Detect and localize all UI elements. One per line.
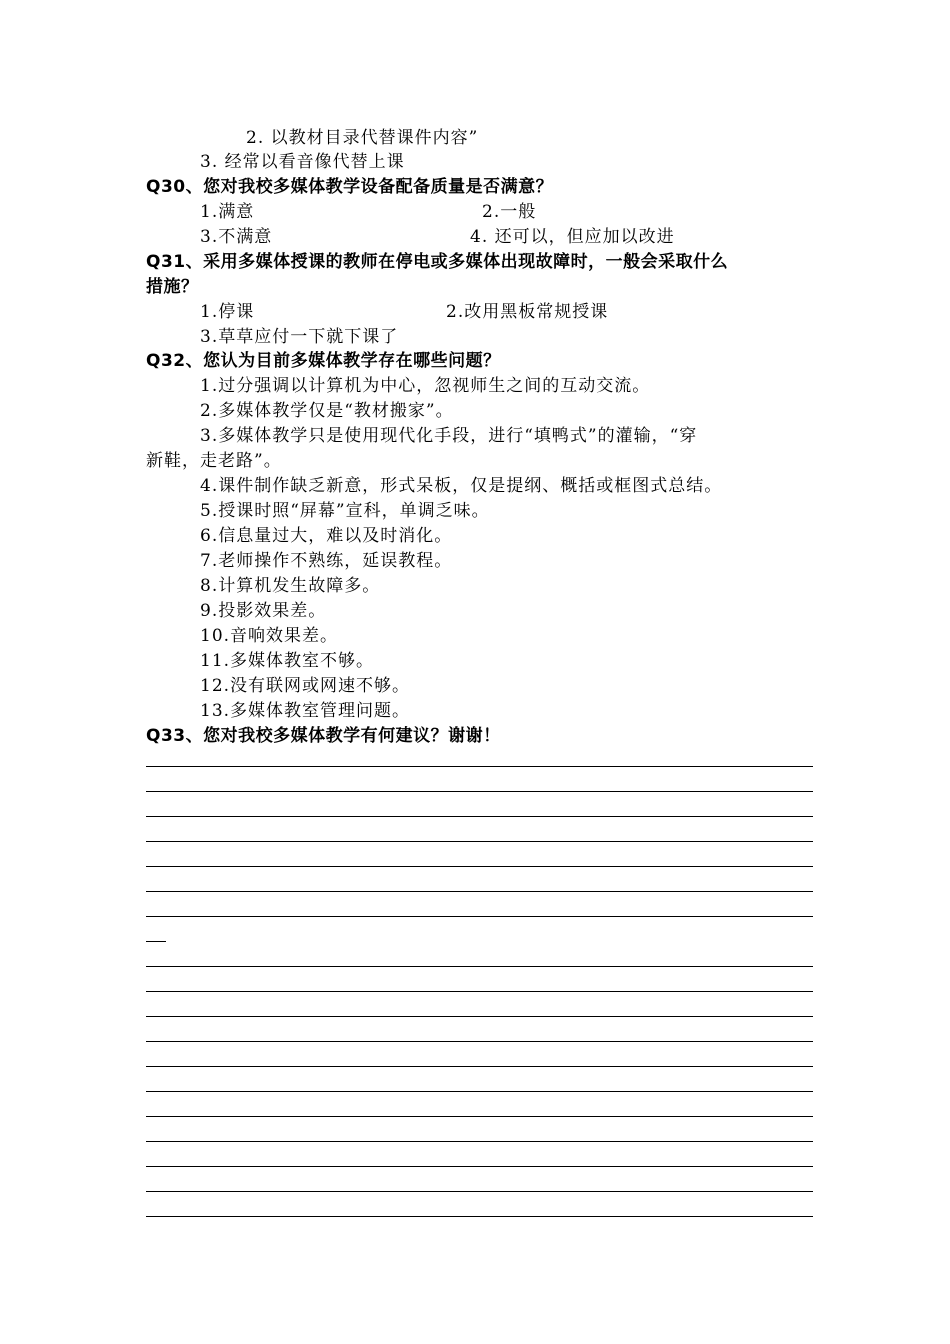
answer-line[interactable] bbox=[146, 791, 813, 792]
q32-item-9: 9.投影效果差。 bbox=[200, 601, 327, 621]
q30-option-4: 4. 还可以，但应加以改进 bbox=[470, 227, 675, 247]
q30-option-1: 1.满意 bbox=[200, 202, 255, 222]
answer-line[interactable] bbox=[146, 1216, 813, 1217]
q30-option-2: 2.一般 bbox=[482, 202, 537, 222]
q32-title: Q32、您认为目前多媒体教学存在哪些问题？ bbox=[146, 351, 501, 371]
q32-item-5: 5.授课时照“屏幕”宣科，单调乏味。 bbox=[200, 501, 490, 521]
answer-line[interactable] bbox=[146, 966, 813, 967]
answer-line[interactable] bbox=[146, 1041, 813, 1042]
answer-line[interactable] bbox=[146, 841, 813, 842]
q32-item-11: 11.多媒体教室不够。 bbox=[200, 651, 375, 671]
q32-item-6: 6.信息量过大，难以及时消化。 bbox=[200, 526, 453, 546]
answer-line[interactable] bbox=[146, 766, 813, 767]
q32-item-1: 1.过分强调以计算机为中心，忽视师生之间的互动交流。 bbox=[200, 376, 651, 396]
answer-line[interactable] bbox=[146, 1116, 813, 1117]
q29-option-3: 3. 经常以看音像代替上课 bbox=[200, 152, 405, 172]
answer-line[interactable] bbox=[146, 1066, 813, 1067]
q32-item-3: 3.多媒体教学只是使用现代化手段，进行“填鸭式”的灌输，“穿 bbox=[200, 426, 698, 446]
q32-item-7: 7.老师操作不熟练，延误教程。 bbox=[200, 551, 453, 571]
q31-title-line-1: Q31、采用多媒体授课的教师在停电或多媒体出现故障时，一般会采取什么 bbox=[146, 252, 729, 272]
answer-line-short[interactable] bbox=[146, 941, 166, 942]
q31-title-line-2: 措施？ bbox=[146, 277, 199, 297]
q30-title: Q30、您对我校多媒体教学设备配备质量是否满意？ bbox=[146, 177, 554, 197]
q30-option-3: 3.不满意 bbox=[200, 227, 273, 247]
answer-line[interactable] bbox=[146, 1191, 813, 1192]
q31-option-2: 2.改用黑板常规授课 bbox=[446, 302, 609, 322]
answer-line[interactable] bbox=[146, 916, 813, 917]
answer-line[interactable] bbox=[146, 991, 813, 992]
answer-line[interactable] bbox=[146, 1016, 813, 1017]
q32-item-13: 13.多媒体教室管理问题。 bbox=[200, 701, 411, 721]
q31-option-1: 1.停课 bbox=[200, 302, 255, 322]
q32-item-2: 2.多媒体教学仅是“教材搬家”。 bbox=[200, 401, 454, 421]
answer-line[interactable] bbox=[146, 1091, 813, 1092]
q32-item-10: 10.音响效果差。 bbox=[200, 626, 339, 646]
q32-item-8: 8.计算机发生故障多。 bbox=[200, 576, 381, 596]
answer-line[interactable] bbox=[146, 1166, 813, 1167]
answer-line[interactable] bbox=[146, 1141, 813, 1142]
answer-line[interactable] bbox=[146, 866, 813, 867]
q33-title: Q33、您对我校多媒体教学有何建议？谢谢！ bbox=[146, 726, 501, 746]
q29-option-2: 2. 以教材目录代替课件内容” bbox=[246, 128, 479, 148]
q32-item-3-continued: 新鞋，走老路”。 bbox=[146, 451, 282, 471]
q32-item-12: 12.没有联网或网速不够。 bbox=[200, 676, 411, 696]
answer-line[interactable] bbox=[146, 891, 813, 892]
q31-option-3: 3.草草应付一下就下课了 bbox=[200, 327, 399, 347]
q32-item-4: 4.课件制作缺乏新意，形式呆板，仅是提纲、概括或框图式总结。 bbox=[200, 476, 723, 496]
answer-line[interactable] bbox=[146, 816, 813, 817]
